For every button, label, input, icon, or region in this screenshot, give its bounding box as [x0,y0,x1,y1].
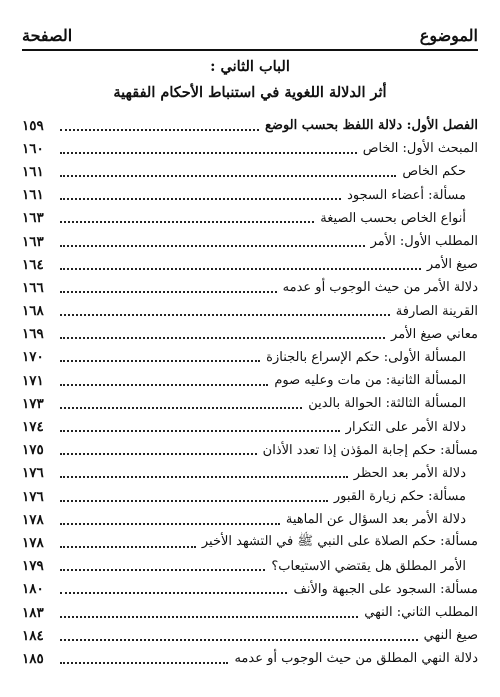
toc-entry-title: المسألة الأولى: حكم الإسراع بالجنازة [266,349,466,365]
toc-entry-page-number: ١٦٦ [22,279,44,296]
toc-entry-title: مسألة: حكم الصلاة على النبي ﷺ في التشهد الأخير [201,534,478,550]
toc-entry [22,300,478,323]
toc-entry-title: دلالة الأمر بعد السؤال عن الماهية [285,512,466,528]
toc-entry [22,531,478,554]
toc-entry [22,137,478,160]
toc-entry-title: القرينة الصارفة [395,303,478,319]
toc-entry-title: دلالة الأمر بعد الحظر [353,465,466,481]
toc-entry-title: مسألة: السجود على الجبهة والأنف [293,581,478,597]
topic-column-label: الموضوع [419,25,478,45]
toc-entry [22,647,478,670]
dot-leader [60,523,280,525]
toc-entry-title: صيغ الأمر [426,257,478,273]
toc-entry-page-number: ١٧٩ [22,558,44,575]
toc-entry-page-number: ١٦٣ [22,233,44,250]
toc-entry-title: أنواع الخاص بحسب الصيغة [320,210,466,226]
toc-entry [22,439,478,462]
toc-entry-title: مسألة: أعضاء السجود [347,187,466,203]
dot-leader [60,430,340,432]
toc-entry-title: مسألة: حكم إجابة المؤذن إذا تعدد الأذان [262,442,478,458]
chapter-label: الباب الثاني : [210,58,290,75]
chapter-title: أثر الدلالة اللغوية في استنباط الأحكام الفقهية [113,84,387,101]
table-of-contents [22,114,478,671]
toc-entry-page-number: ١٧٦ [22,488,44,505]
toc-entry [22,276,478,299]
toc-entry-title: معاني صيغ الأمر [391,326,478,342]
toc-entry [22,485,478,508]
dot-leader [60,175,396,177]
toc-entry [22,415,478,438]
toc-entry-page-number: ١٧٠ [22,349,44,366]
toc-entry-title: المسألة الثالثة: الحوالة بالدين [308,396,466,412]
dot-leader [60,221,314,223]
toc-entry-page-number: ١٧٥ [22,442,44,459]
toc-entry [22,184,478,207]
dot-leader [60,291,277,293]
page-header [22,22,478,48]
toc-entry-title: الأمر المطلق هل يقتضي الاستيعاب؟ [271,558,466,574]
toc-entry [22,624,478,647]
dot-leader [60,592,287,594]
dot-leader [60,198,341,200]
dot-leader [60,384,268,386]
dot-leader [60,639,418,641]
toc-entry-page-number: ١٨٠ [22,581,44,598]
dot-leader [60,129,259,131]
dot-leader [60,453,257,455]
toc-entry [22,230,478,253]
toc-entry-title: المبحث الأول: الخاص [362,141,478,157]
dot-leader [60,407,302,409]
toc-entry [22,462,478,485]
toc-entry-page-number: ١٨٣ [22,604,44,621]
toc-entry [22,160,478,183]
dot-leader [60,476,348,478]
toc-entry-title: دلالة الأمر على التكرار [345,419,466,435]
dot-leader [60,245,365,247]
toc-entry-page-number: ١٧٦ [22,465,44,482]
toc-entry-title: الفصل الأول: دلالة اللفظ بحسب الوضع [265,118,478,134]
toc-entry [22,346,478,369]
toc-entry [22,392,478,415]
toc-entry-page-number: ١٨٤ [22,627,44,644]
toc-entry-title: صيغ النهي [423,628,478,644]
toc-entry-page-number: ١٦٨ [22,303,44,320]
toc-entry [22,369,478,392]
header-rule [22,49,478,51]
toc-entry-title: المسألة الثانية: من مات وعليه صوم [274,373,466,389]
toc-entry-page-number: ١٧٤ [22,419,44,436]
dot-leader [60,616,358,618]
dot-leader [60,152,357,154]
dot-leader [60,360,260,362]
toc-entry-page-number: ١٧١ [22,372,44,389]
toc-entry-title: دلالة الأمر من حيث الوجوب أو عدمه [282,280,478,296]
toc-entry-page-number: ١٦٩ [22,326,44,343]
toc-entry-title: المطلب الأول: الأمر [370,234,478,250]
toc-entry-page-number: ١٦٠ [22,140,44,157]
dot-leader [60,500,328,502]
toc-entry [22,578,478,601]
toc-entry [22,601,478,624]
toc-entry [22,207,478,230]
dot-leader [60,662,228,664]
toc-entry-page-number: ١٨٥ [22,650,44,667]
toc-entry [22,555,478,578]
dot-leader [60,314,390,316]
toc-entry [22,508,478,531]
toc-entry-page-number: ١٥٩ [22,117,44,134]
toc-entry-page-number: ١٧٣ [22,395,44,412]
toc-entry [22,323,478,346]
toc-entry-title: مسألة: حكم زيارة القبور [333,489,466,505]
dot-leader [60,337,385,339]
dot-leader [60,546,196,548]
toc-entry-page-number: ١٧٨ [22,511,44,528]
toc-entry-title: المطلب الثاني: النهي [364,605,478,621]
toc-entry [22,253,478,276]
toc-entry-title: دلالة النهي المطلق من حيث الوجوب أو عدمه [234,651,478,667]
toc-entry-title: حكم الخاص [402,164,466,180]
toc-entry-page-number: ١٦١ [22,163,44,180]
page-column-label: الصفحة [22,25,73,45]
dot-leader [60,268,421,270]
toc-entry-page-number: ١٧٨ [22,534,44,551]
toc-entry-page-number: ١٦٤ [22,256,44,273]
dot-leader [60,569,265,571]
toc-entry [22,114,478,137]
toc-entry-page-number: ١٦٣ [22,210,44,227]
toc-entry-page-number: ١٦١ [22,187,44,204]
